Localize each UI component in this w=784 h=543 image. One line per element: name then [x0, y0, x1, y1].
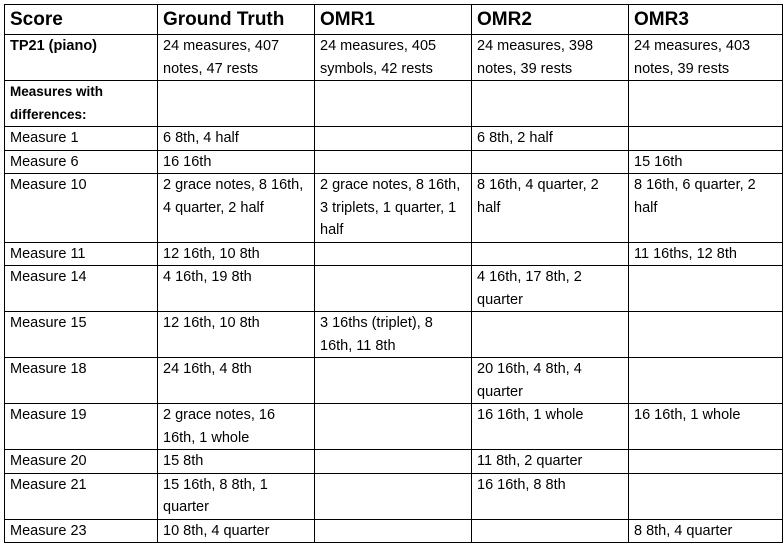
- table-cell: 2 grace notes, 16 16th, 1 whole: [158, 404, 315, 450]
- table-cell: 2 grace notes, 8 16th, 4 quarter, 2 half: [158, 174, 315, 243]
- table-cell: [315, 266, 472, 312]
- header-ground-truth: Ground Truth: [158, 5, 315, 35]
- summary-label: TP21 (piano): [5, 35, 158, 81]
- table-cell: [315, 242, 472, 266]
- table-cell: [315, 127, 472, 151]
- summary-cell: 24 measures, 398 notes, 39 rests: [472, 35, 629, 81]
- table-row: [5, 150, 783, 174]
- table-cell: 4 16th, 17 8th, 2 quarter: [472, 266, 629, 312]
- table-cell: [315, 358, 472, 404]
- comparison-table: [4, 4, 783, 543]
- table-cell: [629, 450, 783, 474]
- table-row: [5, 450, 783, 474]
- table-cell: 8 16th, 4 quarter, 2 half: [472, 174, 629, 243]
- table-cell: [315, 473, 472, 519]
- summary-cell: 24 measures, 407 notes, 47 rests: [158, 35, 315, 81]
- table-row: [5, 266, 783, 312]
- empty-cell: [472, 81, 629, 127]
- table-cell: [315, 450, 472, 474]
- table-cell: [315, 519, 472, 543]
- table-cell: 8 16th, 6 quarter, 2 half: [629, 174, 783, 243]
- measure-label: Measure 1: [5, 127, 158, 151]
- table-cell: 15 16th: [629, 150, 783, 174]
- measure-label: Measure 21: [5, 473, 158, 519]
- section-label: Measures with differences:: [5, 81, 158, 127]
- table-cell: 24 16th, 4 8th: [158, 358, 315, 404]
- table-cell: [629, 312, 783, 358]
- table-cell: 12 16th, 10 8th: [158, 312, 315, 358]
- measure-label: Measure 19: [5, 404, 158, 450]
- table-row: [5, 127, 783, 151]
- section-row: [5, 81, 783, 127]
- summary-cell: 24 measures, 403 notes, 39 rests: [629, 35, 783, 81]
- table-cell: [472, 242, 629, 266]
- table-row: [5, 312, 783, 358]
- measure-label: Measure 20: [5, 450, 158, 474]
- table-cell: 2 grace notes, 8 16th, 3 triplets, 1 quarter, 1 half: [315, 174, 472, 243]
- table-cell: [629, 127, 783, 151]
- table-cell: 4 16th, 19 8th: [158, 266, 315, 312]
- table-cell: 3 16ths (triplet), 8 16th, 11 8th: [315, 312, 472, 358]
- header-score: Score: [5, 5, 158, 35]
- measure-label: Measure 6: [5, 150, 158, 174]
- empty-cell: [629, 81, 783, 127]
- table-cell: 10 8th, 4 quarter: [158, 519, 315, 543]
- table-cell: 15 8th: [158, 450, 315, 474]
- measure-label: Measure 14: [5, 266, 158, 312]
- measure-label: Measure 15: [5, 312, 158, 358]
- header-omr3: OMR3: [629, 5, 783, 35]
- table-cell: [629, 266, 783, 312]
- summary-row: [5, 35, 783, 81]
- table-cell: 12 16th, 10 8th: [158, 242, 315, 266]
- table-row: [5, 519, 783, 543]
- table-row: [5, 242, 783, 266]
- measure-label: Measure 11: [5, 242, 158, 266]
- table-cell: 15 16th, 8 8th, 1 quarter: [158, 473, 315, 519]
- table-cell: [472, 519, 629, 543]
- table-cell: [315, 404, 472, 450]
- table-cell: 16 16th, 1 whole: [629, 404, 783, 450]
- table-cell: 6 8th, 4 half: [158, 127, 315, 151]
- table-cell: 6 8th, 2 half: [472, 127, 629, 151]
- table-cell: 11 16ths, 12 8th: [629, 242, 783, 266]
- table-cell: 8 8th, 4 quarter: [629, 519, 783, 543]
- table-cell: 16 16th, 1 whole: [472, 404, 629, 450]
- table-cell: 11 8th, 2 quarter: [472, 450, 629, 474]
- table-cell: [629, 358, 783, 404]
- table-cell: [472, 312, 629, 358]
- table-row: [5, 174, 783, 243]
- table-row: [5, 404, 783, 450]
- table-row: [5, 473, 783, 519]
- table-row: [5, 358, 783, 404]
- table-cell: 16 16th: [158, 150, 315, 174]
- header-row: [5, 5, 783, 35]
- table-cell: 16 16th, 8 8th: [472, 473, 629, 519]
- summary-cell: 24 measures, 405 symbols, 42 rests: [315, 35, 472, 81]
- measure-label: Measure 10: [5, 174, 158, 243]
- header-omr2: OMR2: [472, 5, 629, 35]
- table-cell: 20 16th, 4 8th, 4 quarter: [472, 358, 629, 404]
- header-omr1: OMR1: [315, 5, 472, 35]
- table-cell: [315, 150, 472, 174]
- measure-label: Measure 23: [5, 519, 158, 543]
- empty-cell: [315, 81, 472, 127]
- table-cell: [629, 473, 783, 519]
- measure-label: Measure 18: [5, 358, 158, 404]
- table-cell: [472, 150, 629, 174]
- empty-cell: [158, 81, 315, 127]
